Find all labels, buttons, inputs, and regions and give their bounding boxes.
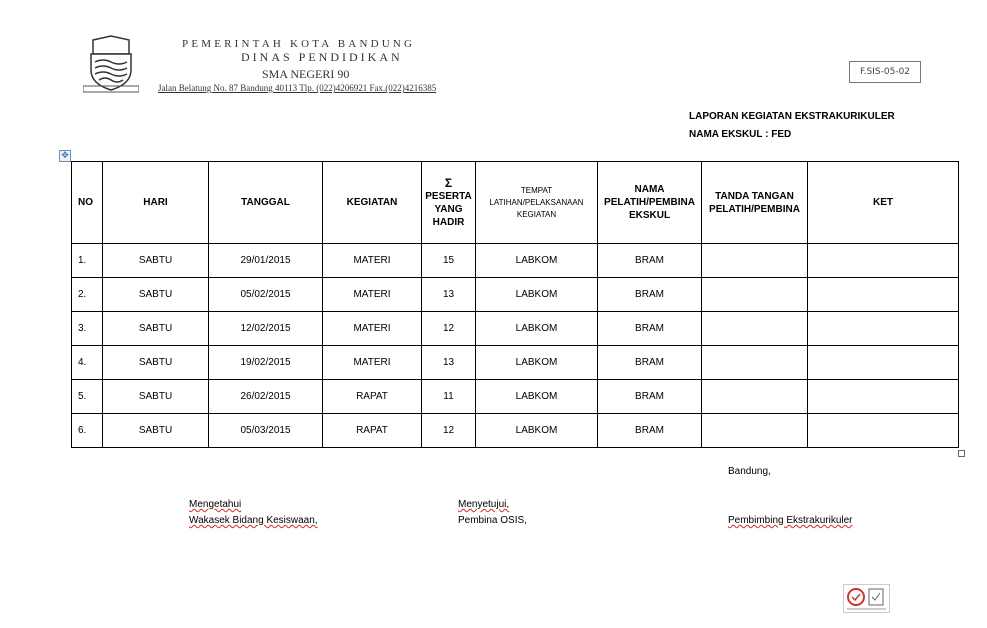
signature-mengetahui: Mengetahui — [189, 499, 242, 510]
cell-kegiatan[interactable]: MATERI — [323, 278, 422, 312]
cell-tanggal[interactable]: 29/01/2015 — [209, 244, 323, 278]
cell-tanggal[interactable]: 05/03/2015 — [209, 414, 323, 448]
cell-tempat[interactable]: LABKOM — [476, 244, 598, 278]
table-row — [72, 244, 959, 278]
cell-ttd[interactable] — [702, 278, 808, 312]
col-tanggal: TANGGAL — [209, 162, 323, 244]
table-row — [72, 414, 959, 448]
cell-tanggal[interactable]: 19/02/2015 — [209, 346, 323, 380]
cell-peserta[interactable]: 12 — [422, 414, 476, 448]
cell-hari[interactable]: SABTU — [103, 312, 209, 346]
cell-tempat[interactable]: LABKOM — [476, 346, 598, 380]
cell-tempat[interactable]: LABKOM — [476, 380, 598, 414]
cell-ttd[interactable] — [702, 380, 808, 414]
cell-kegiatan[interactable]: MATERI — [323, 244, 422, 278]
cell-ket[interactable] — [808, 312, 959, 346]
col-no: NO — [72, 162, 103, 244]
ekskul-name: NAMA EKSKUL : FED — [689, 129, 792, 140]
cell-tempat[interactable]: LABKOM — [476, 414, 598, 448]
cell-no[interactable]: 2. — [72, 278, 103, 312]
col-peserta — [422, 162, 476, 244]
cell-kegiatan[interactable]: RAPAT — [323, 414, 422, 448]
cell-peserta[interactable]: 13 — [422, 278, 476, 312]
cell-ttd[interactable] — [702, 244, 808, 278]
cell-no[interactable]: 6. — [72, 414, 103, 448]
cell-tempat[interactable]: LABKOM — [476, 312, 598, 346]
cell-peserta[interactable]: 15 — [422, 244, 476, 278]
cell-hari[interactable]: SABTU — [103, 346, 209, 380]
cell-no[interactable]: 5. — [72, 380, 103, 414]
cell-hari[interactable]: SABTU — [103, 414, 209, 448]
cell-peserta[interactable]: 12 — [422, 312, 476, 346]
cell-ttd[interactable] — [702, 312, 808, 346]
table-row — [72, 380, 959, 414]
cell-ket[interactable] — [808, 244, 959, 278]
cell-pelatih[interactable]: BRAM — [598, 346, 702, 380]
col-peserta-label: PESERTA YANG HADIR — [425, 190, 472, 228]
activity-table — [71, 161, 959, 448]
cell-hari[interactable]: SABTU — [103, 380, 209, 414]
cell-kegiatan[interactable]: RAPAT — [323, 380, 422, 414]
report-title: LAPORAN KEGIATAN EKSTRAKURIKULER — [689, 111, 895, 122]
cell-no[interactable]: 4. — [72, 346, 103, 380]
cell-ket[interactable] — [808, 346, 959, 380]
header-school-name: SMA NEGERI 90 — [262, 67, 350, 81]
signature-wakasek: Wakasek Bidang Kesiswaan, — [189, 515, 318, 526]
signature-pembina-osis: Pembina OSIS, — [458, 515, 527, 526]
header-department: DINAS PENDIDIKAN — [241, 50, 403, 64]
cell-hari[interactable]: SABTU — [103, 278, 209, 312]
cell-ket[interactable] — [808, 414, 959, 448]
cell-no[interactable]: 1. — [72, 244, 103, 278]
table-row — [72, 312, 959, 346]
header-address: Jalan Belatung No. 87 Bandung 40113 Tlp. (022)4206921 Fax.(022)4216385 — [158, 83, 437, 93]
col-kegiatan: KEGIATAN — [323, 162, 422, 244]
cell-tanggal[interactable]: 05/02/2015 — [209, 278, 323, 312]
cell-pelatih[interactable]: BRAM — [598, 414, 702, 448]
signature-pembimbing: Pembimbing Ekstrakurikuler — [728, 515, 853, 526]
table-row — [72, 278, 959, 312]
cell-hari[interactable]: SABTU — [103, 244, 209, 278]
table-move-handle-icon[interactable]: ✥ — [59, 150, 71, 162]
cell-pelatih[interactable]: BRAM — [598, 312, 702, 346]
cell-tempat[interactable]: LABKOM — [476, 278, 598, 312]
cell-no[interactable]: 3. — [72, 312, 103, 346]
cell-ket[interactable] — [808, 380, 959, 414]
table-header-row — [72, 162, 959, 244]
col-ket: KET — [808, 162, 959, 244]
cell-kegiatan[interactable]: MATERI — [323, 312, 422, 346]
cell-peserta[interactable]: 11 — [422, 380, 476, 414]
cell-ket[interactable] — [808, 278, 959, 312]
sigma-symbol: Σ — [444, 175, 453, 190]
certification-badge-icon — [843, 584, 890, 613]
cell-pelatih[interactable]: BRAM — [598, 380, 702, 414]
col-hari: HARI — [103, 162, 209, 244]
cell-kegiatan[interactable]: MATERI — [323, 346, 422, 380]
signature-place: Bandung, — [728, 466, 771, 477]
cell-peserta[interactable]: 13 — [422, 346, 476, 380]
table-row — [72, 346, 959, 380]
cell-tanggal[interactable]: 12/02/2015 — [209, 312, 323, 346]
cell-ttd[interactable] — [702, 414, 808, 448]
header-government: PEMERINTAH KOTA BANDUNG — [182, 38, 416, 50]
city-seal-logo — [83, 34, 139, 94]
cell-pelatih[interactable]: BRAM — [598, 278, 702, 312]
signature-menyetujui: Menyetujui, — [458, 499, 510, 510]
col-tempat: TEMPAT LATIHAN/PELAKSANAAN KEGIATAN — [476, 162, 598, 244]
cell-tanggal[interactable]: 26/02/2015 — [209, 380, 323, 414]
cell-ttd[interactable] — [702, 346, 808, 380]
col-ttd: TANDA TANGAN PELATIH/PEMBINA — [702, 162, 808, 244]
col-pelatih: NAMA PELATIH/PEMBINA EKSKUL — [598, 162, 702, 244]
form-code-box: F.SIS-05-02 — [849, 61, 921, 83]
table-resize-handle-icon[interactable] — [958, 450, 965, 457]
cell-pelatih[interactable]: BRAM — [598, 244, 702, 278]
